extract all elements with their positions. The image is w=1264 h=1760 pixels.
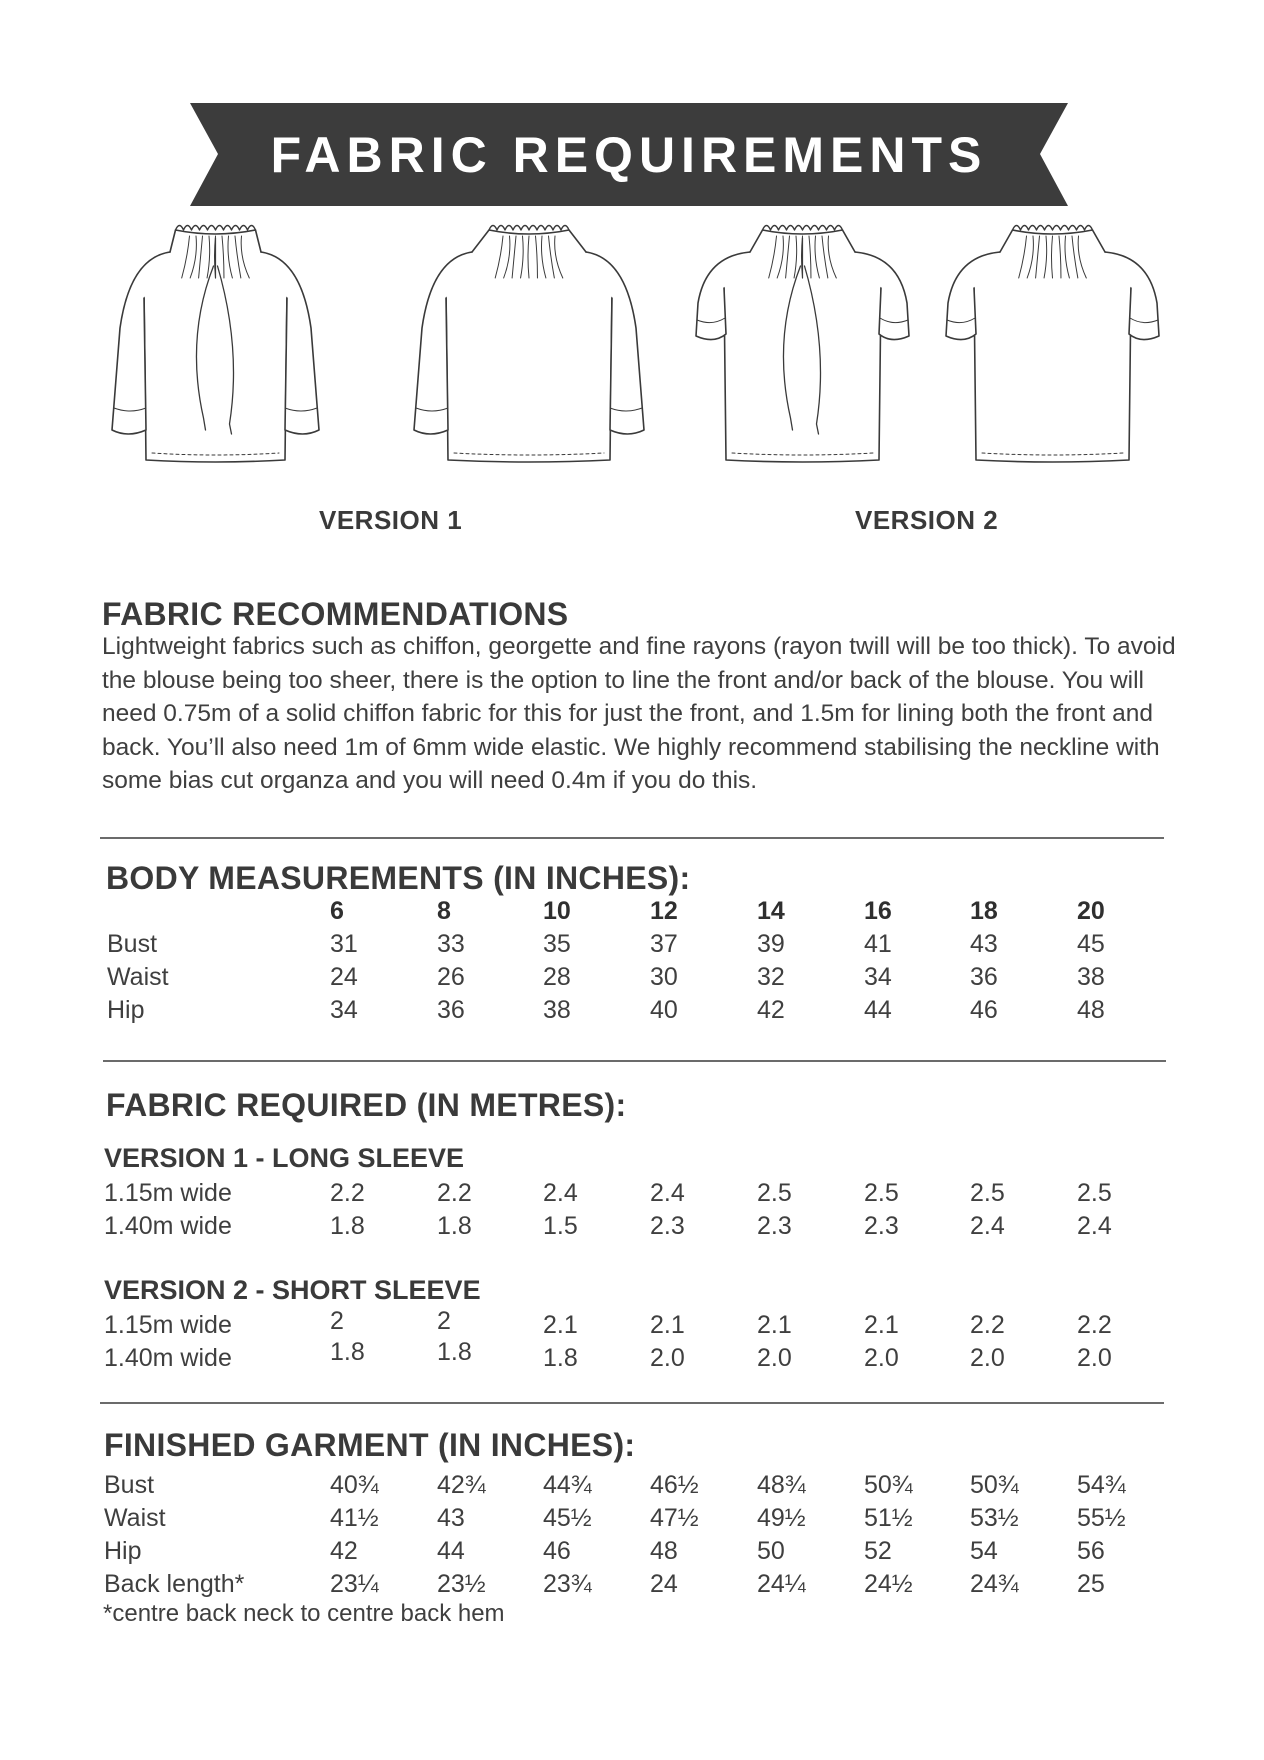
table-cell: 24 bbox=[330, 963, 358, 991]
neck-ruffle bbox=[489, 226, 569, 231]
version1-subheading: VERSION 1 - LONG SLEEVE bbox=[104, 1143, 465, 1173]
table-cell: 36 bbox=[970, 963, 998, 991]
table-cell: 38 bbox=[543, 996, 571, 1024]
row-label: Waist bbox=[104, 1504, 166, 1532]
table-cell: 55½ bbox=[1077, 1504, 1126, 1532]
size-header-cell: 8 bbox=[437, 897, 451, 925]
table-cell: 2.1 bbox=[757, 1311, 792, 1339]
table-cell: 48¾ bbox=[757, 1471, 806, 1499]
title-banner bbox=[190, 103, 1068, 206]
table-cell: 26 bbox=[437, 963, 465, 991]
table-cell: 44¾ bbox=[543, 1471, 592, 1499]
table-cell: 23½ bbox=[437, 1570, 486, 1598]
row-label: Hip bbox=[107, 996, 145, 1024]
row-label: Hip bbox=[104, 1537, 142, 1565]
neck-ruffle bbox=[763, 226, 843, 231]
row-label: Bust bbox=[104, 1471, 155, 1499]
table-cell: 2.5 bbox=[757, 1179, 792, 1207]
table-cell: 2.1 bbox=[650, 1311, 685, 1339]
table-cell: 1.8 bbox=[437, 1338, 472, 1366]
table-cell: 24 bbox=[650, 1570, 678, 1598]
table-cell: 53½ bbox=[970, 1504, 1019, 1532]
table-row bbox=[0, 1212, 1264, 1244]
version1-back-illustration bbox=[400, 208, 658, 486]
table-cell: 48 bbox=[650, 1537, 678, 1565]
table-cell: 44 bbox=[864, 996, 892, 1024]
table-cell: 42¾ bbox=[437, 1471, 486, 1499]
table-cell: 37 bbox=[650, 930, 678, 958]
table-row bbox=[0, 1307, 1264, 1343]
table-cell: 33 bbox=[437, 930, 465, 958]
table-cell: 2 bbox=[437, 1307, 451, 1335]
table-cell: 2.1 bbox=[543, 1311, 578, 1339]
table-cell: 1.8 bbox=[330, 1212, 365, 1240]
table-cell: 35 bbox=[543, 930, 571, 958]
table-cell: 1.8 bbox=[543, 1344, 578, 1372]
table-cell: 28 bbox=[543, 963, 571, 991]
recommendations-heading: FABRIC RECOMMENDATIONS bbox=[102, 596, 569, 632]
fabric-required-heading: FABRIC REQUIRED (IN METRES): bbox=[106, 1087, 627, 1123]
table-cell: 2.4 bbox=[970, 1212, 1005, 1240]
row-label: Waist bbox=[107, 963, 169, 991]
table-cell: 43 bbox=[970, 930, 998, 958]
table-cell: 41½ bbox=[330, 1504, 379, 1532]
table-cell: 50 bbox=[757, 1537, 785, 1565]
table-cell: 54 bbox=[970, 1537, 998, 1565]
row-label: 1.15m wide bbox=[104, 1311, 232, 1339]
table-cell: 44 bbox=[437, 1537, 465, 1565]
table-row bbox=[0, 1504, 1264, 1536]
table-cell: 46½ bbox=[650, 1471, 699, 1499]
row-label: 1.40m wide bbox=[104, 1212, 232, 1240]
page-title: FABRIC REQUIREMENTS bbox=[270, 126, 988, 183]
table-cell: 2.0 bbox=[650, 1344, 685, 1372]
version2-label: VERSION 2 bbox=[855, 505, 999, 535]
size-header-cell: 6 bbox=[330, 897, 344, 925]
body-measurements-heading: BODY MEASUREMENTS (IN INCHES): bbox=[106, 860, 691, 896]
table-cell: 41 bbox=[864, 930, 892, 958]
table-cell: 2.0 bbox=[864, 1344, 899, 1372]
table-row bbox=[0, 1570, 1264, 1602]
divider bbox=[103, 1060, 1166, 1062]
row-label: Back length* bbox=[104, 1570, 245, 1598]
size-header-cell: 16 bbox=[864, 897, 892, 925]
table-cell: 2.2 bbox=[330, 1179, 365, 1207]
version2-subheading: VERSION 2 - SHORT SLEEVE bbox=[104, 1275, 481, 1305]
table-cell: 2.3 bbox=[864, 1212, 899, 1240]
table-cell: 2.5 bbox=[1077, 1179, 1112, 1207]
table-cell: 42 bbox=[757, 996, 785, 1024]
recommendations-text: Lightweight fabrics such as chiffon, georgette and fine rayons (rayon twill will be too thick). To avoid the blouse being too sheer, there is the option to line the front and/or back of the blouse. You will need 0.75m of a solid chiffon fabric for this for just the front, and 1.5m for lining both the front and back. You’ll also need 1m of 6mm wide elastic. We highly recommend stabilising the neckline with some bias cut organza and you will need 0.4m if you do this. bbox=[102, 633, 1176, 794]
table-row bbox=[0, 1537, 1264, 1569]
table-cell: 2.2 bbox=[970, 1311, 1005, 1339]
table-cell: 50¾ bbox=[864, 1471, 913, 1499]
table-row bbox=[0, 1338, 1264, 1376]
table-cell: 51½ bbox=[864, 1504, 913, 1532]
table-cell: 49½ bbox=[757, 1504, 806, 1532]
table-cell: 2 bbox=[330, 1307, 344, 1335]
table-row bbox=[0, 1471, 1264, 1503]
table-cell: 47½ bbox=[650, 1504, 699, 1532]
table-cell: 54¾ bbox=[1077, 1471, 1126, 1499]
divider bbox=[100, 1402, 1164, 1404]
table-cell: 56 bbox=[1077, 1537, 1105, 1565]
table-cell: 2.5 bbox=[970, 1179, 1005, 1207]
table-cell: 1.8 bbox=[330, 1338, 365, 1366]
table-cell: 34 bbox=[330, 996, 358, 1024]
table-cell: 2.3 bbox=[757, 1212, 792, 1240]
table-cell: 36 bbox=[437, 996, 465, 1024]
table-cell: 1.5 bbox=[543, 1212, 578, 1240]
table-row bbox=[0, 1179, 1264, 1211]
table-cell: 34 bbox=[864, 963, 892, 991]
table-cell: 32 bbox=[757, 963, 785, 991]
table-cell: 1.8 bbox=[437, 1212, 472, 1240]
size-header-cell: 18 bbox=[970, 897, 998, 925]
table-cell: 39 bbox=[757, 930, 785, 958]
table-cell: 30 bbox=[650, 963, 678, 991]
table-cell: 45 bbox=[1077, 930, 1105, 958]
table-cell: 40¾ bbox=[330, 1471, 379, 1499]
footnote: *centre back neck to centre back hem bbox=[103, 1600, 505, 1627]
size-header-cell: 14 bbox=[757, 897, 785, 925]
blouse-body bbox=[974, 230, 1131, 462]
version1-label: VERSION 1 bbox=[319, 505, 463, 535]
table-cell: 40 bbox=[650, 996, 678, 1024]
size-header-cell: 10 bbox=[543, 897, 571, 925]
table-cell: 38 bbox=[1077, 963, 1105, 991]
table-cell: 2.2 bbox=[1077, 1311, 1112, 1339]
finished-garment-heading: FINISHED GARMENT (IN INCHES): bbox=[104, 1427, 636, 1463]
table-cell: 24¼ bbox=[757, 1570, 806, 1598]
neck-ruffle bbox=[1013, 226, 1093, 231]
row-label: Bust bbox=[107, 930, 158, 958]
neck-ruffle bbox=[176, 226, 256, 231]
table-cell: 31 bbox=[330, 930, 358, 958]
table-cell: 2.0 bbox=[970, 1344, 1005, 1372]
table-cell: 52 bbox=[864, 1537, 892, 1565]
table-cell: 45½ bbox=[543, 1504, 592, 1532]
table-cell: 23¼ bbox=[330, 1570, 379, 1598]
size-header-row bbox=[0, 897, 1264, 929]
row-label: 1.15m wide bbox=[104, 1179, 232, 1207]
table-cell: 24¾ bbox=[970, 1570, 1019, 1598]
table-cell: 2.5 bbox=[864, 1179, 899, 1207]
table-cell: 42 bbox=[330, 1537, 358, 1565]
table-cell: 46 bbox=[970, 996, 998, 1024]
table-row bbox=[0, 930, 1264, 962]
size-header-cell: 20 bbox=[1077, 897, 1105, 925]
table-cell: 43 bbox=[437, 1504, 465, 1532]
version2-back-illustration bbox=[940, 208, 1165, 486]
table-cell: 23¾ bbox=[543, 1570, 592, 1598]
table-cell: 2.0 bbox=[1077, 1344, 1112, 1372]
version1-front-illustration bbox=[108, 208, 323, 486]
table-cell: 2.2 bbox=[437, 1179, 472, 1207]
table-cell: 2.1 bbox=[864, 1311, 899, 1339]
table-row bbox=[0, 996, 1264, 1028]
blouse-body bbox=[446, 230, 612, 462]
table-cell: 50¾ bbox=[970, 1471, 1019, 1499]
table-cell: 2.0 bbox=[757, 1344, 792, 1372]
table-row bbox=[0, 963, 1264, 995]
table-cell: 2.3 bbox=[650, 1212, 685, 1240]
row-label: 1.40m wide bbox=[104, 1344, 232, 1372]
version2-front-illustration bbox=[690, 208, 915, 486]
table-cell: 2.4 bbox=[1077, 1212, 1112, 1240]
table-cell: 48 bbox=[1077, 996, 1105, 1024]
table-cell: 46 bbox=[543, 1537, 571, 1565]
table-cell: 2.4 bbox=[650, 1179, 685, 1207]
divider bbox=[100, 837, 1164, 839]
table-cell: 24½ bbox=[864, 1570, 913, 1598]
size-header-cell: 12 bbox=[650, 897, 678, 925]
table-cell: 2.4 bbox=[543, 1179, 578, 1207]
table-cell: 25 bbox=[1077, 1570, 1105, 1598]
